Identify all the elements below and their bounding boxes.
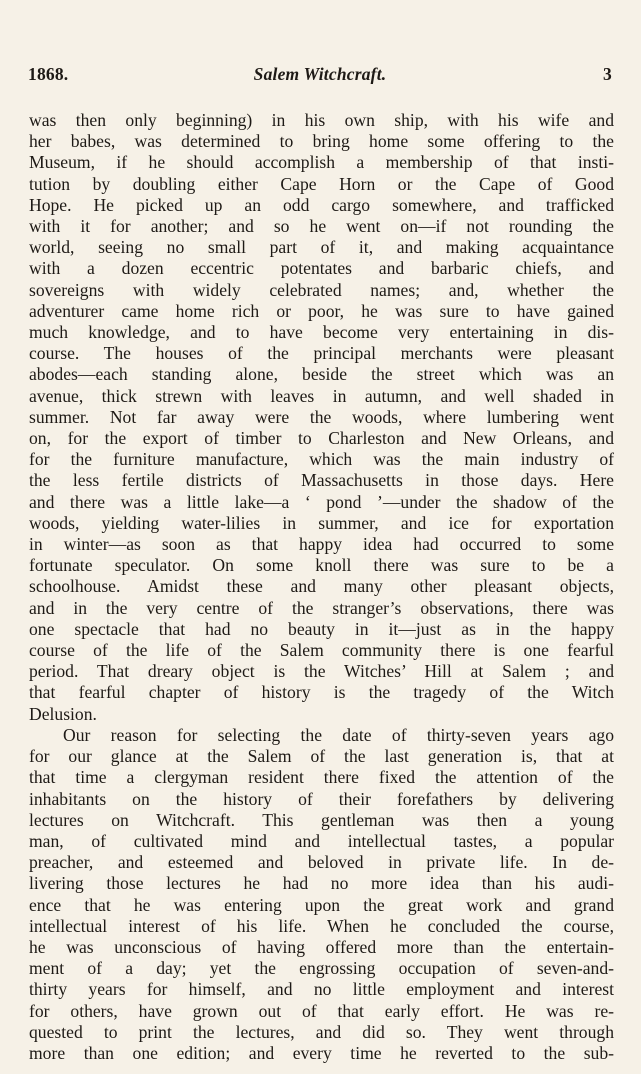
text-line: the less fertile districts of Massachusetts in those days. Here <box>29 470 614 491</box>
text-line: sovereigns with widely celebrated names; and, whether the <box>29 279 614 300</box>
text-line: livering those lectures he had no more idea than his audi- <box>29 873 614 894</box>
body-text <box>29 110 614 1064</box>
text-line: lectures on Witchcraft. This gentleman was then a young <box>29 809 614 830</box>
text-line: world, seeing no small part of it, and making acquaintance <box>29 237 614 258</box>
text-line: in winter—as soon as that happy idea had occurred to some <box>29 534 614 555</box>
text-line: preacher, and esteemed and beloved in private life. In de- <box>29 852 614 873</box>
text-line: avenue, thick strewn with leaves in autumn, and well shaded in <box>29 385 614 406</box>
paragraph-end-line: Delusion. <box>29 703 97 724</box>
text-line: course of the life of the Salem community there is one fearful <box>29 640 614 661</box>
text-line: her babes, was determined to bring home some offering to the <box>29 131 614 152</box>
text-line: more than one edition; and every time he reverted to the sub- <box>29 1042 614 1063</box>
text-line: intellectual interest of his life. When he concluded the course, <box>29 915 614 936</box>
text-line: for others, have grown out of that early effort. He was re- <box>29 1000 614 1021</box>
text-line: schoolhouse. Amidst these and many other pleasant objects, <box>29 576 614 597</box>
text-line: course. The houses of the principal merchants were pleasant <box>29 343 614 364</box>
text-line: summer. Not far away were the woods, where lumbering went <box>29 406 614 427</box>
text-line: with a dozen eccentric potentates and barbaric chiefs, and <box>29 258 614 279</box>
text-line: for the furniture manufacture, which was the main industry of <box>29 449 614 470</box>
text-line: and in the very centre of the stranger’s observations, there was <box>29 597 614 618</box>
text-line: was then only beginning) in his own ship, with his wife and <box>29 110 614 130</box>
page-number: 3 <box>603 64 612 84</box>
text-line: inhabitants on the history of their forefathers by delivering <box>29 788 614 809</box>
running-head-year: 1868. <box>28 64 69 84</box>
text-line: ment of a day; yet the engrossing occupation of seven-and- <box>29 958 614 979</box>
text-line: much knowledge, and to have become very entertaining in dis- <box>29 322 614 343</box>
running-head-title: Salem Witchcraft. <box>253 64 387 84</box>
text-line: with it for another; and so he went on—if not rounding the <box>29 216 614 237</box>
paragraph-start-line: Our reason for selecting the date of thirty-seven years ago <box>63 724 614 745</box>
running-head <box>28 64 612 86</box>
text-line: ence that he was entering upon the great work and grand <box>29 894 614 915</box>
text-line: he was unconscious of having offered more than the entertain- <box>29 936 614 957</box>
text-line: Museum, if he should accomplish a membership of that insti- <box>29 152 614 173</box>
text-line: man, of cultivated mind and intellectual tastes, a popular <box>29 830 614 851</box>
text-line: Hope. He picked up an odd cargo somewhere, and trafficked <box>29 194 614 215</box>
text-line: one spectacle that had no beauty in it—just as in the happy <box>29 618 614 639</box>
text-line: thirty years for himself, and no little employment and interest <box>29 979 614 1000</box>
text-line: that time a clergyman resident there fixed the attention of the <box>29 767 614 788</box>
text-line: adventurer came home rich or poor, he was sure to have gained <box>29 300 614 321</box>
text-line: and there was a little lake—a ‘ pond ’—under the shadow of the <box>29 491 614 512</box>
text-line: quested to print the lectures, and did so. They went through <box>29 1021 614 1042</box>
text-line: fortunate speculator. On some knoll there was sure to be a <box>29 555 614 576</box>
text-line: woods, yielding water-lilies in summer, and ice for exportation <box>29 512 614 533</box>
text-line: period. That dreary object is the Witches’ Hill at Salem ; and <box>29 661 614 682</box>
text-line: that fearful chapter of history is the tragedy of the Witch <box>29 682 614 703</box>
text-line: tution by doubling either Cape Horn or the Cape of Good <box>29 173 614 194</box>
text-line: abodes—each standing alone, beside the street which was an <box>29 364 614 385</box>
text-line: on, for the export of timber to Charleston and New Orleans, and <box>29 428 614 449</box>
text-line: for our glance at the Salem of the last generation is, that at <box>29 746 614 767</box>
